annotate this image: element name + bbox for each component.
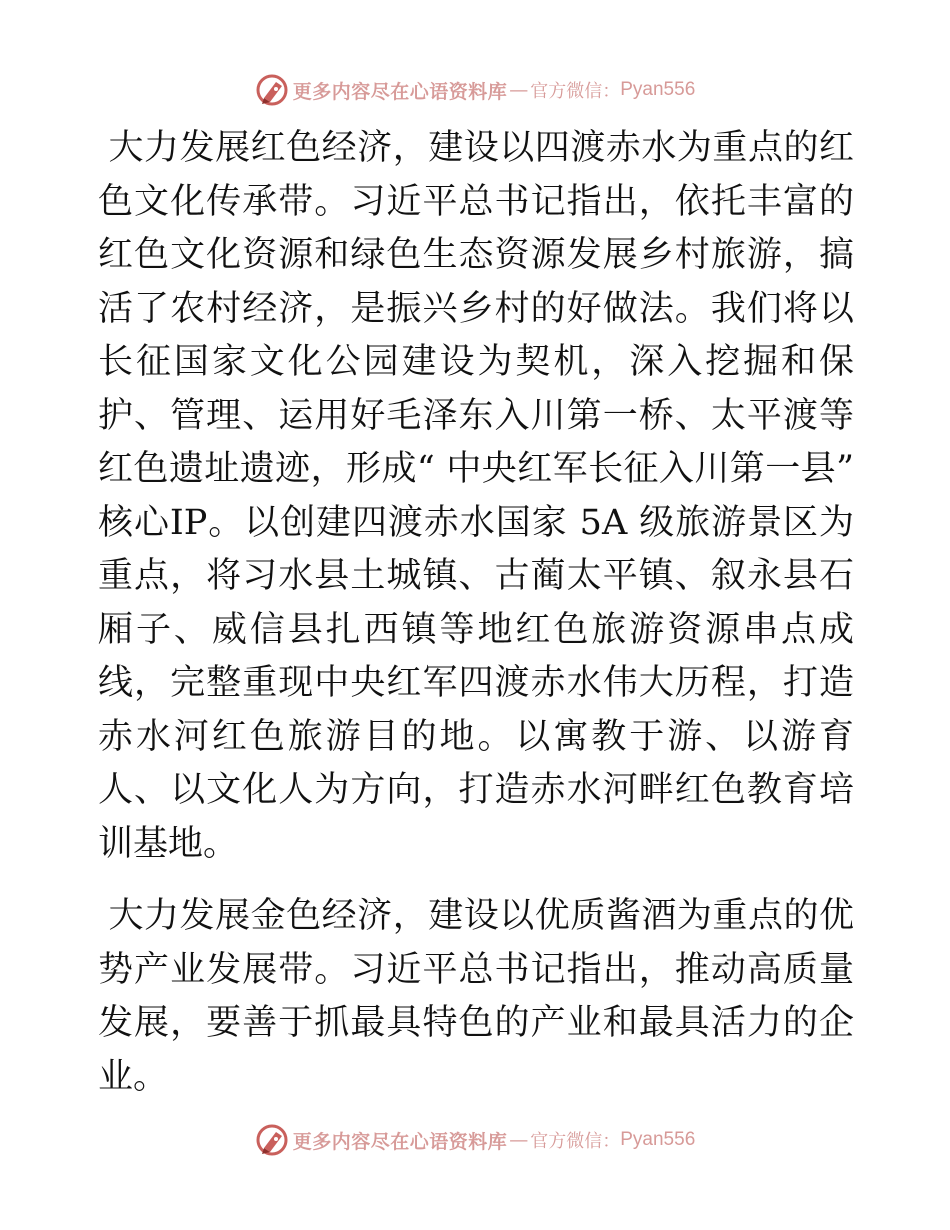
watermark-separator: — [509,1129,529,1151]
watermark-wechat-id: Pyan556 [620,1129,696,1150]
watermark-text: 更多内容尽在心语资料库 [292,1130,508,1153]
pen-nib-logo-icon [255,1123,289,1157]
watermark-wechat-id: Pyan556 [620,79,696,100]
watermark-text: 更多内容尽在心语资料库 [292,80,508,103]
document-body [98,122,854,1104]
header-watermark [0,70,950,110]
paragraph-gold-economy: 大力发展金色经济，建设以优质酱酒为重点的优势产业发展带。习近平总书记指出，推动高质量发展，要善于抓最具特色的产业和最具活力的企业。 [98,896,854,1097]
watermark-separator: — [509,79,529,101]
watermark-label: 官方微信： [530,81,621,102]
pen-nib-logo-icon [255,73,289,107]
watermark-label: 官方微信： [530,1131,621,1152]
footer-watermark [0,1120,950,1160]
paragraph-red-economy: 大力发展红色经济，建设以四渡赤水为重点的红色文化传承带。习近平总书记指出，依托丰富的红色文化资源和绿色生态资源发展乡村旅游，搞活了农村经济，是振兴乡村的好做法。我们将以长征国家文化公园建设为契机，深入挖掘和保护、管理、运用好毛泽东入川第一桥、太平渡等红色遗址遗迹，形成“ 中央红军长征入川第一县” 核心IP。以创建四渡赤水国家 5A 级旅游景区为重点，将习水县土城镇、古蔺太平镇、叙永县石厢子、威信县扎西镇等地红色旅游资源串点成线，完整重现中央红军四渡赤水伟大历程，打造赤水河红色旅游目的地。以寓教于游、以游育人、以文化人为方向，打造赤水河畔红色教育培训基地。 [98,128,854,864]
